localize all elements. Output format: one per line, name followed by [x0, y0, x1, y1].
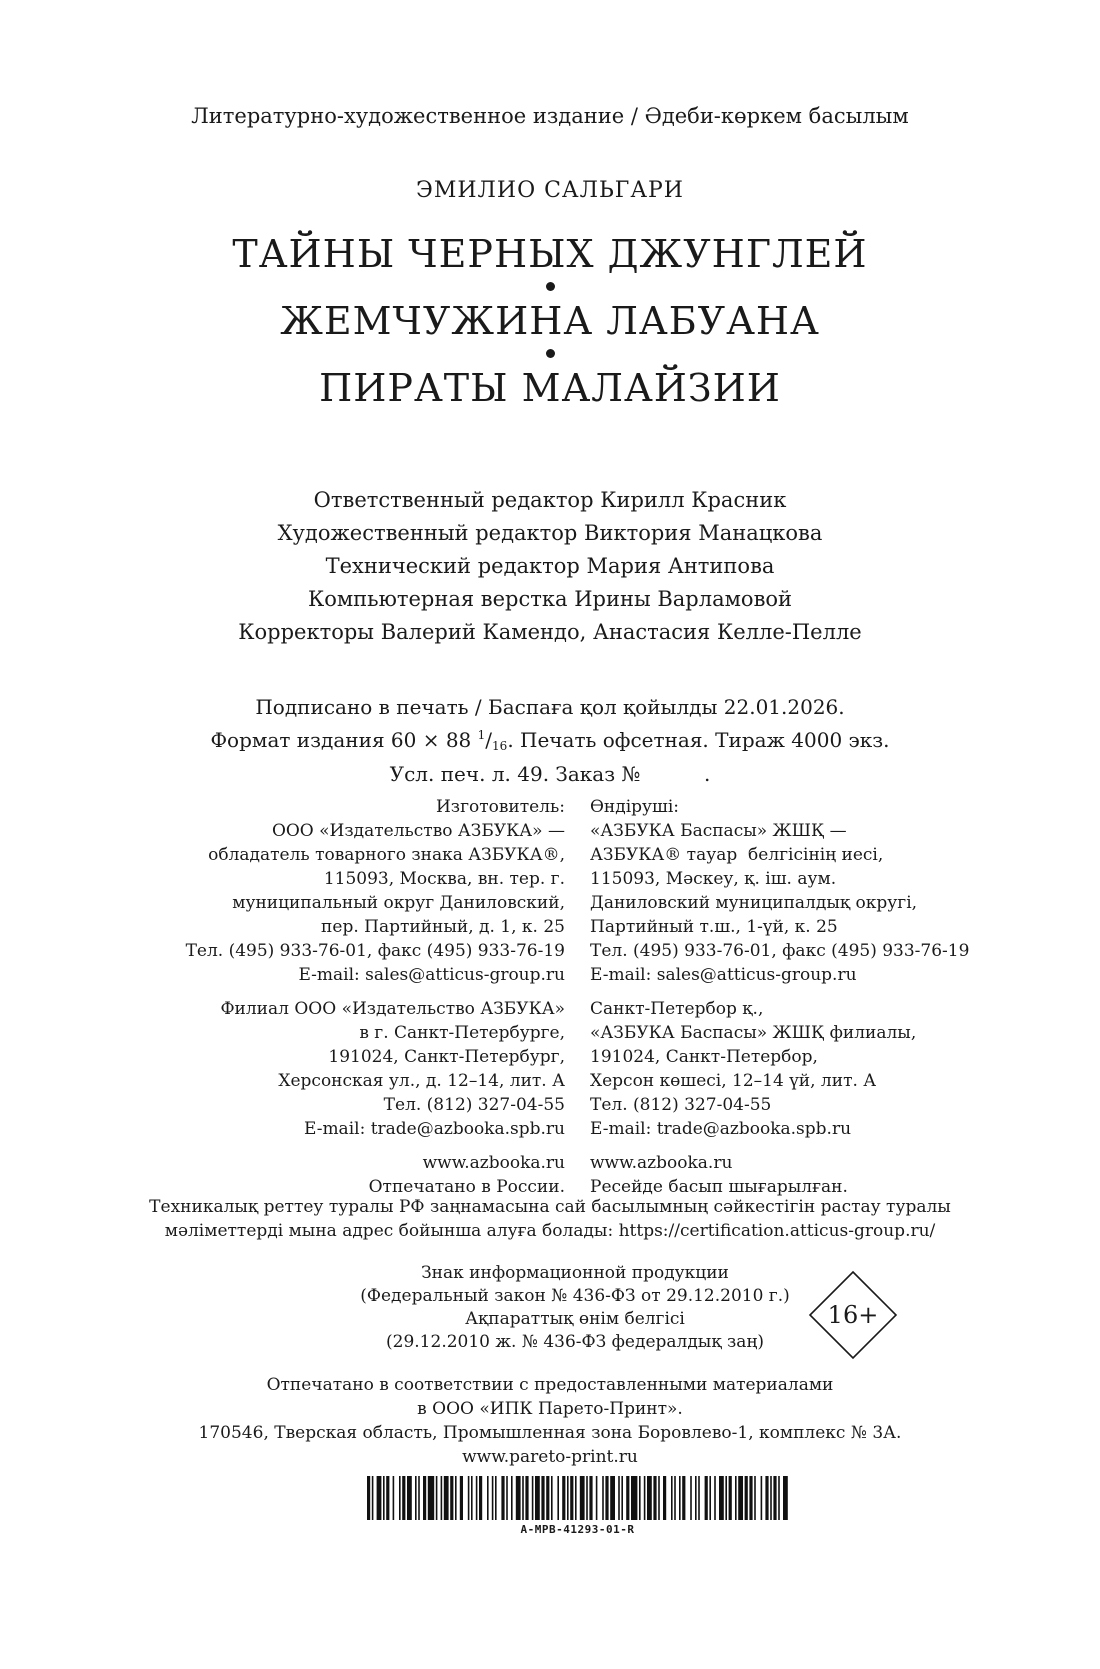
credit-line: Художественный редактор Виктория Манацкова	[277, 521, 823, 545]
printed-country: Отпечатано в России.	[368, 1177, 565, 1197]
address-line: пер. Партийный, д. 1, к. 25	[321, 917, 565, 937]
address-line: обладатель товарного знака АЗБУКА®,	[208, 845, 565, 865]
branch-block-kz	[590, 997, 969, 1141]
address-line: Тел. (495) 933-76-01, факс (495) 933-76-19	[590, 941, 970, 961]
barcode-icon	[367, 1476, 788, 1520]
book-title: ЖЕМЧУЖИНА ЛАБУАНА	[280, 299, 820, 343]
genre-line: Литературно-художественное издание / Әдеби-көркем басылым	[191, 104, 909, 128]
book-title: ПИРАТЫ МАЛАЙЗИИ	[319, 366, 781, 410]
address-line: муниципальный округ Даниловский,	[232, 893, 565, 913]
publisher-column-ru	[186, 795, 565, 1199]
editorial-credits	[0, 484, 1100, 649]
sign-line: (Федеральный закон № 436-ФЗ от 29.12.2010 г.)	[360, 1286, 790, 1306]
credit-line: Корректоры Валерий Камендо, Анастасия Келле-Пелле	[238, 620, 862, 644]
format-line	[0, 721, 1100, 760]
footer-block-kz	[590, 1151, 969, 1199]
address-line: E-mail: trade@azbooka.spb.ru	[590, 1119, 852, 1139]
manufacturer-block-ru	[186, 795, 565, 987]
address-line: 191024, Санкт-Петербург,	[328, 1047, 565, 1067]
barcode-area	[0, 1476, 1100, 1546]
address-line: в г. Санкт-Петербурге,	[359, 1023, 565, 1043]
address-line: 191024, Санкт-Петербор,	[590, 1047, 818, 1067]
address-line: Тел. (812) 327-04-55	[383, 1095, 565, 1115]
printed-country: Ресейде басып шығарылған.	[590, 1177, 848, 1197]
address-line: E-mail: sales@atticus-group.ru	[590, 965, 857, 985]
address-line: Херсон көшесі, 12–14 үй, лит. А	[590, 1071, 877, 1091]
address-line: E-mail: trade@azbooka.spb.ru	[303, 1119, 565, 1139]
format-numerator: 1	[477, 728, 486, 742]
format-prefix: Формат издания 60 × 88	[210, 728, 478, 752]
credit-line: Технический редактор Мария Антипова	[325, 554, 775, 578]
format-slash: /	[485, 728, 493, 752]
barcode-text: A-MPB-41293-01-R	[520, 1523, 635, 1536]
address-line: 115093, Москва, вн. тер. г.	[323, 869, 565, 889]
author-name: ЭМИЛИО САЛЬГАРИ	[415, 178, 684, 203]
format-suffix: . Печать офсетная. Тираж 4000 экз.	[507, 728, 890, 752]
info-product-sign	[0, 1262, 1100, 1362]
info-sign-text	[350, 1262, 800, 1354]
credit-line: Ответственный редактор Кирилл Красник	[313, 488, 787, 512]
address-line: E-mail: sales@atticus-group.ru	[298, 965, 565, 985]
printed-line: www.pareto-print.ru	[462, 1447, 638, 1467]
address-line: Тел. (812) 327-04-55	[590, 1095, 772, 1115]
footer-block-ru	[186, 1151, 565, 1199]
sign-line: Ақпараттық өнім белгісі	[465, 1309, 685, 1329]
address-line: АЗБУКА® тауар белгісінің иесі,	[590, 845, 884, 865]
publisher-column-kz	[590, 795, 969, 1199]
format-denominator: 16	[492, 739, 508, 753]
sign-line: (29.12.2010 ж. № 436-ФЗ федералдық заң)	[386, 1332, 764, 1352]
tech-regulation-note	[0, 1195, 1100, 1243]
bullet-separator	[546, 282, 555, 291]
credit-line: Компьютерная верстка Ирины Варламовой	[307, 587, 793, 611]
address-line: 115093, Мәскеу, қ. іш. аум.	[590, 869, 837, 889]
address-line: Өндіруші:	[590, 797, 680, 817]
branch-block-ru	[186, 997, 565, 1141]
address-line: Тел. (495) 933-76-01, факс (495) 933-76-19	[185, 941, 565, 961]
printed-line: в ООО «ИПК Парето-Принт».	[417, 1399, 683, 1419]
address-line: ООО «Издательство АЗБУКА» —	[271, 821, 565, 841]
address-line: Херсонская ул., д. 12–14, лит. А	[278, 1071, 565, 1091]
address-line: Санкт-Петербор қ.,	[590, 999, 764, 1019]
printing-house	[0, 1373, 1100, 1469]
bullet-separator	[546, 349, 555, 358]
book-titles	[0, 230, 1100, 412]
website: www.azbooka.ru	[422, 1153, 565, 1173]
address-line: Изготовитель:	[435, 797, 565, 817]
printed-line: Отпечатано в соответствии с предоставленными материалами	[266, 1375, 834, 1395]
print-info	[0, 693, 1100, 788]
address-line: Филиал ООО «Издательство АЗБУКА»	[220, 999, 565, 1019]
age-rating-label: 16+	[827, 1301, 879, 1329]
signed-to-print: Подписано в печать / Баспаға қол қойылды 22.01.2026.	[255, 695, 845, 719]
order-line: Усл. печ. л. 49. Заказ № .	[389, 762, 711, 786]
printed-line: 170546, Тверская область, Промышленная зона Боровлево-1, комплекс № 3А.	[198, 1423, 902, 1443]
tech-line: Техникалық реттеу туралы РФ заңнамасына сай басылымның сәйкестігін растау туралы	[149, 1197, 951, 1217]
website: www.azbooka.ru	[590, 1153, 733, 1173]
book-title: ТАЙНЫ ЧЕРНЫХ ДЖУНГЛЕЙ	[232, 232, 868, 276]
address-line: Партийный т.ш., 1-үй, к. 25	[590, 917, 838, 937]
address-line: Даниловский муниципалдық округі,	[590, 893, 918, 913]
manufacturer-block-kz	[590, 795, 969, 987]
tech-line: мәліметтерді мына адрес бойынша алуға болады: https://certification.atticus-group.ru/	[164, 1221, 936, 1241]
sign-line: Знак информационной продукции	[421, 1263, 729, 1283]
age-rating-badge	[808, 1270, 898, 1360]
address-line: «АЗБУКА Баспасы» ЖШҚ —	[590, 821, 847, 841]
address-line: «АЗБУКА Баспасы» ЖШҚ филиалы,	[590, 1023, 917, 1043]
